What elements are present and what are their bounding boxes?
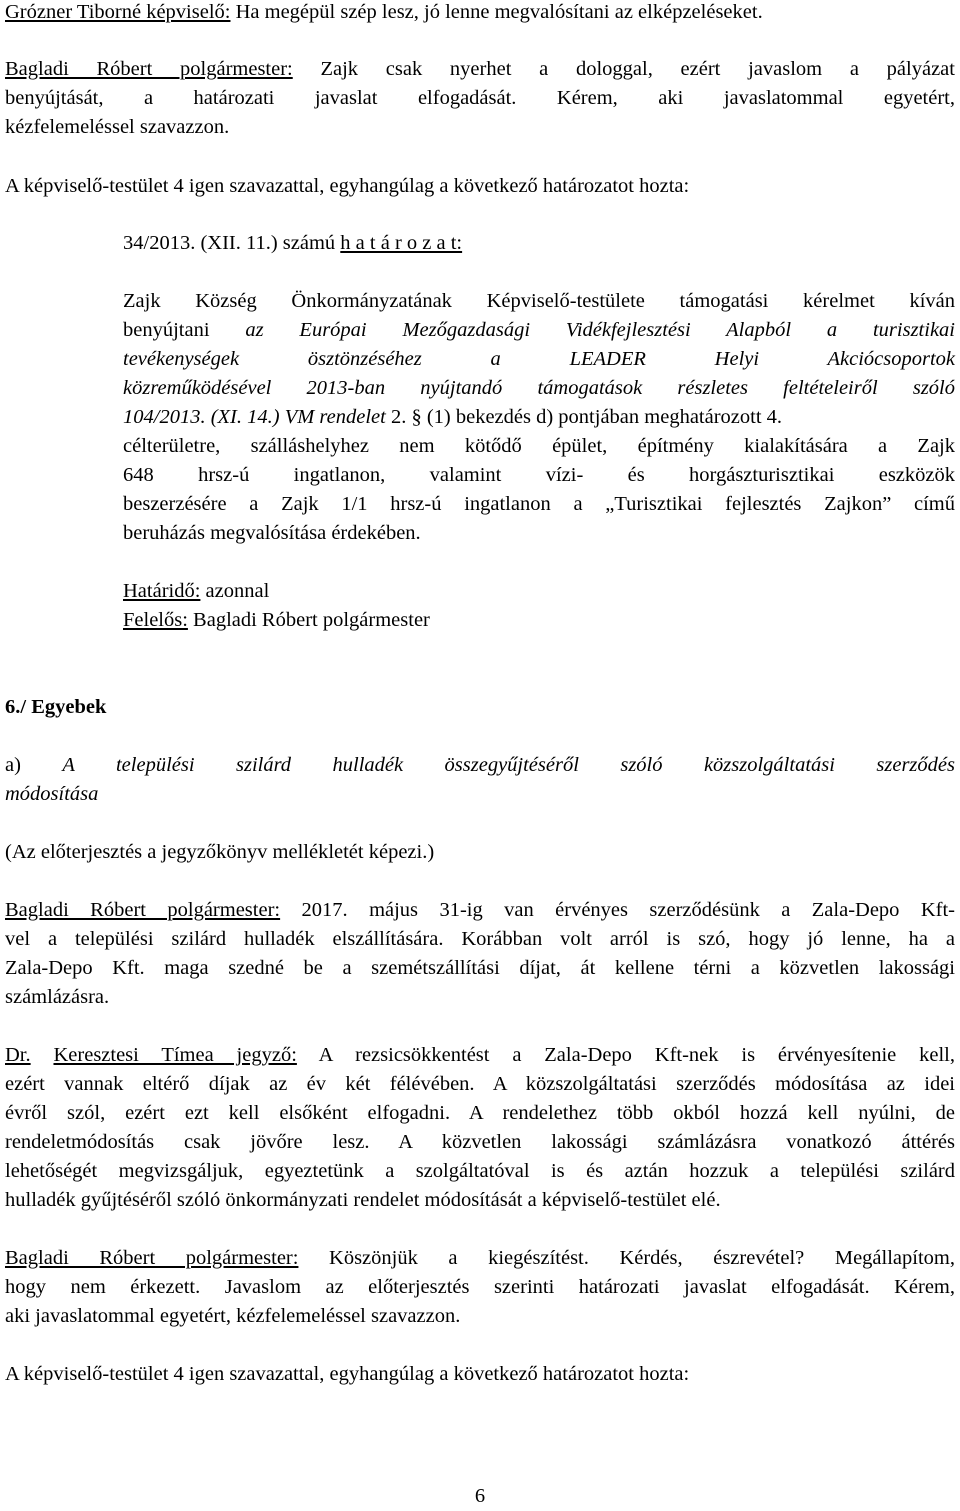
speaker-name: Bagladi Róbert polgármester:: [5, 58, 293, 80]
speaker-title: Dr.: [5, 1044, 31, 1066]
vote-statement: A képviselő-testület 4 igen szavazattal, egyhangúlag a következő határozatot hozta:: [5, 175, 690, 197]
attachment-note: (Az előterjesztés a jegyzőkönyv mellékletét képezi.): [5, 841, 435, 863]
paragraph-mayor-2: Bagladi Róbert polgármester: 2017. május 31-ig van érvényes szerződésünk a Zala-Depo Kft- vel a települési szilárd hulladék elszállítására. Korábban volt arról is szó, hogy jó lenne, ha a Zala-Depo Kft. maga szedné be a szemétszállítási díjat, át kellene térni a közvetlen lakossági számlázásra.: [5, 899, 955, 1008]
agenda-item-a: a) A települési szilárd hulladék összegyűjtéséről szóló közszolgáltatási szerződés módosítása: [5, 754, 955, 805]
responsible-line: Felelős: Bagladi Róbert polgármester: [123, 609, 430, 631]
paragraph-mayor-1: Bagladi Róbert polgármester: Zajk csak nyerhet a dologgal, ezért javaslom a pályázat benyújtását, a határozati javaslat elfogadását. Kérem, aki javaslatommal egyetért, kézfelemeléssel szavazzon.: [5, 58, 955, 138]
section-heading: 6./ Egyebek: [5, 696, 107, 718]
speaker-name: Bagladi Róbert polgármester:: [5, 1247, 299, 1269]
vote-statement: A képviselő-testület 4 igen szavazattal, egyhangúlag a következő határozatot hozta:: [5, 1363, 690, 1385]
speaker-name: Grózner Tiborné képviselő:: [5, 1, 231, 23]
page-number: 6: [474, 1485, 486, 1507]
speaker-name: Keresztesi Tímea jegyző:: [53, 1044, 297, 1066]
resolution-body: Zajk Község Önkormányzatának Képviselő-testülete támogatási kérelmet kíván benyújtani az Európai Mezőgazdasági Vidékfejlesztési Alapból a turisztikai tevékenységek ösztönzéséhez a LEADER Helyi Akciócsoportok közreműködésével 2013-ban nyújtandó támogatások részletes feltételeiről szóló 104/2013. (XI. 14.) VM rendelet 2. § (1) bekezdés d) pontjában meghatározott 4. célterületre, szálláshelyhez nem kötődő épület, építmény kialakítására a Zajk 648 hrsz-ú ingatlanon, valamint vízi- és horgászturisztikai eszközök beszerzésére a Zajk 1/1 hrsz-ú ingatlanon a „Turisztikai fejlesztés Zajkon” című beruházás megvalósítása érdekében.: [123, 290, 955, 544]
resolution-meta: [123, 577, 955, 635]
paragraph-text: Ha megépül szép lesz, jó lenne megvalósítani az elképzeléseket.: [230, 1, 763, 23]
paragraph-grozner: [5, 0, 955, 27]
paragraph-notary: Dr. Keresztesi Tímea jegyző: A rezsicsökkentést a Zala-Depo Kft-nek is érvényesítenie kell, ezért vannak eltérő díjak az év két félévében. A közszolgáltatási szerződés módosítása az idei évről szól, ezért ezt kell elsőként elfogadni. A rendelethez több okból hozzá kell nyúlni, de rendeletmódosítás csak jövőre lesz. A közvetlen lakossági számlázásra vonatkozó áttérés lehetőségét megvizsgáljuk, egyeztetünk a szolgáltatóval is és aztán hozzuk a települési szilárd hulladék gyűjtéséről szóló önkormányzati rendelet módosítását a képviselő-testület elé.: [5, 1044, 956, 1211]
speaker-name: Bagladi Róbert polgármester:: [5, 899, 281, 921]
resolution-title: 34/2013. (XII. 11.) számú h a t á r o z a t:: [123, 232, 463, 254]
deadline-line: Határidő: azonnal: [123, 580, 270, 602]
paragraph-mayor-3: Bagladi Róbert polgármester: Köszönjük a kiegészítést. Kérdés, észrevétel? Megállapítom, hogy nem érkezett. Javaslom az előterjesztés szerinti határozati javaslat elfogadását. Kérem, aki javaslatommal egyetért, kézfelemeléssel szavazzon.: [5, 1247, 955, 1327]
